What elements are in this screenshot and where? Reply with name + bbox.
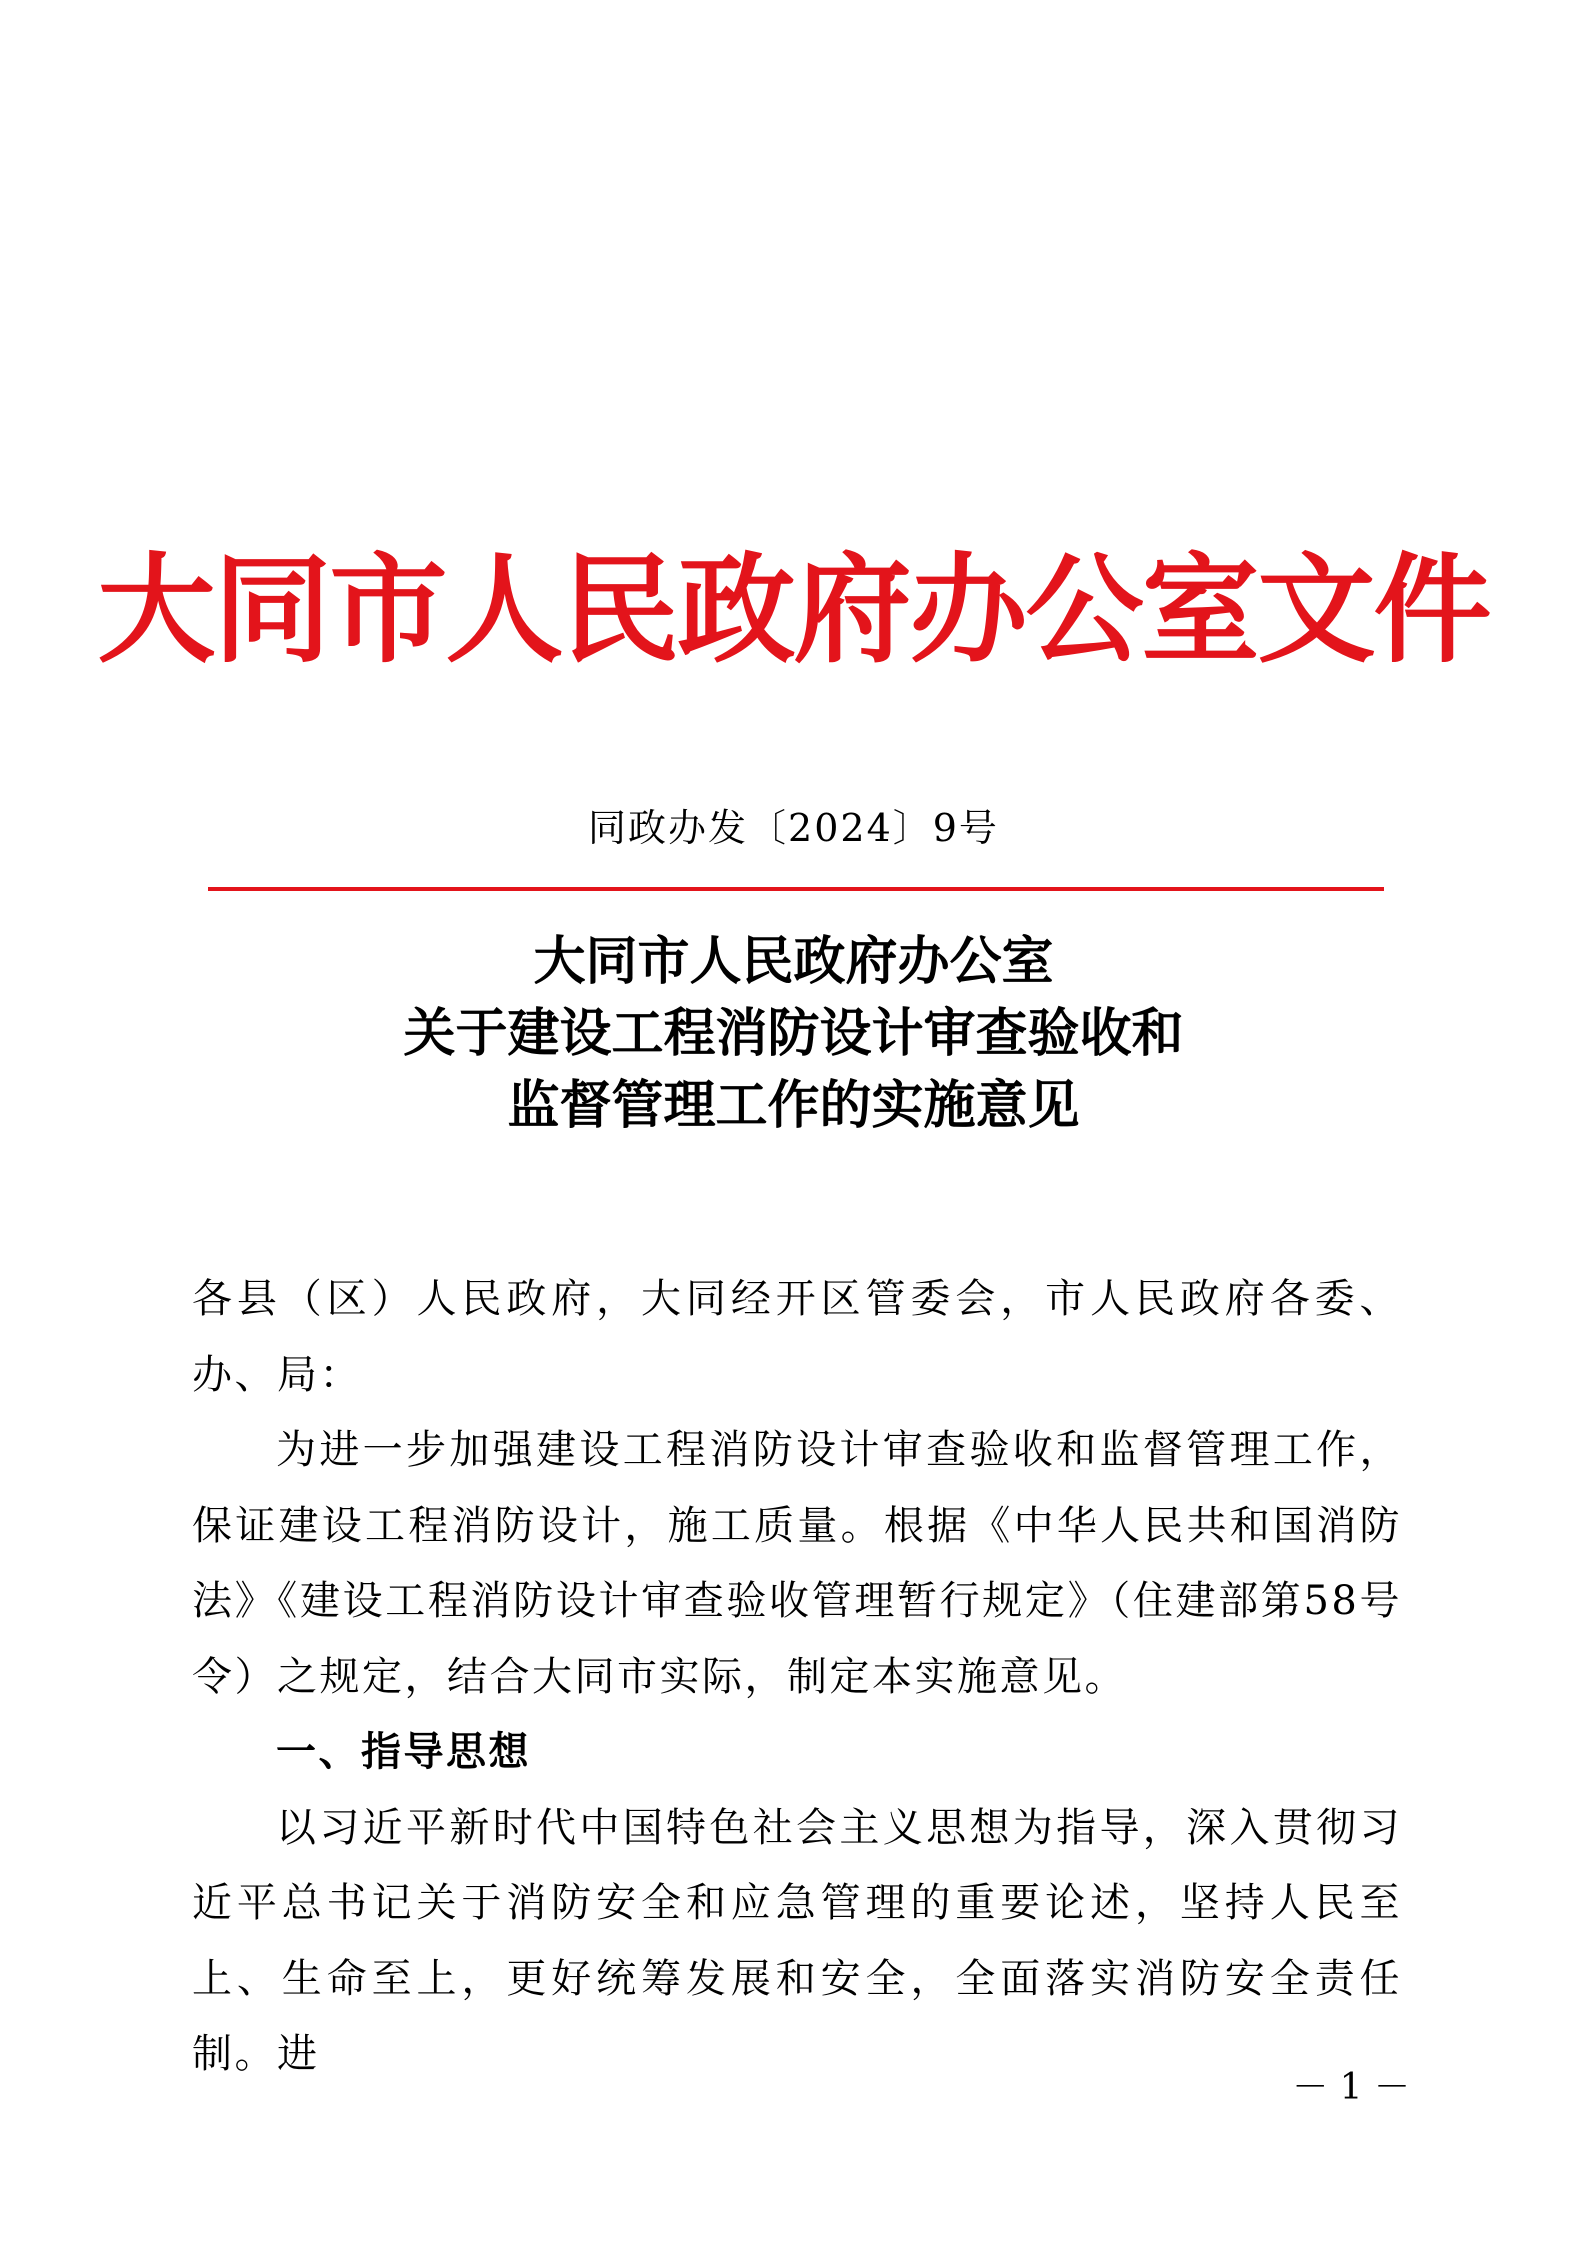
salutation: 各县（区）人民政府，大同经开区管委会，市人民政府各委、办、局： <box>192 1276 1402 1398</box>
title-line-1: 大同市人民政府办公室 <box>533 932 1054 992</box>
red-separator-rule <box>208 887 1384 891</box>
title-line-2: 关于建设工程消防设计审查验收和 <box>403 1004 1184 1064</box>
paragraph-purpose: 为进一步加强建设工程消防设计审查验收和监督管理工作，保证建设工程消防设计，施工质量。根据《中华人民共和国消防法》《建设工程消防设计审查验收管理暂行规定》（住建部第58号令）之规定，结合大同市实际，制定本实施意见。 <box>192 1427 1402 1700</box>
title-line-3: 监督管理工作的实施意见 <box>507 1076 1080 1136</box>
document-body <box>192 1262 1402 2093</box>
document-title <box>0 926 1587 1142</box>
document-number: 同政办发〔2024〕9号 <box>588 806 999 850</box>
section-heading-guiding-thought: 一、指导思想 <box>276 1729 531 1775</box>
issuer-banner: 大同市人民政府办公室文件 <box>97 540 1490 679</box>
page-number: － 1 － <box>1292 2067 1410 2108</box>
paragraph-guiding-thought: 以习近平新时代中国特色社会主义思想为指导，深入贯彻习近平总书记关于消防安全和应急管理的重要论述，坚持人民至上、生命至上，更好统筹发展和安全，全面落实消防安全责任制。进 <box>192 1804 1402 2077</box>
